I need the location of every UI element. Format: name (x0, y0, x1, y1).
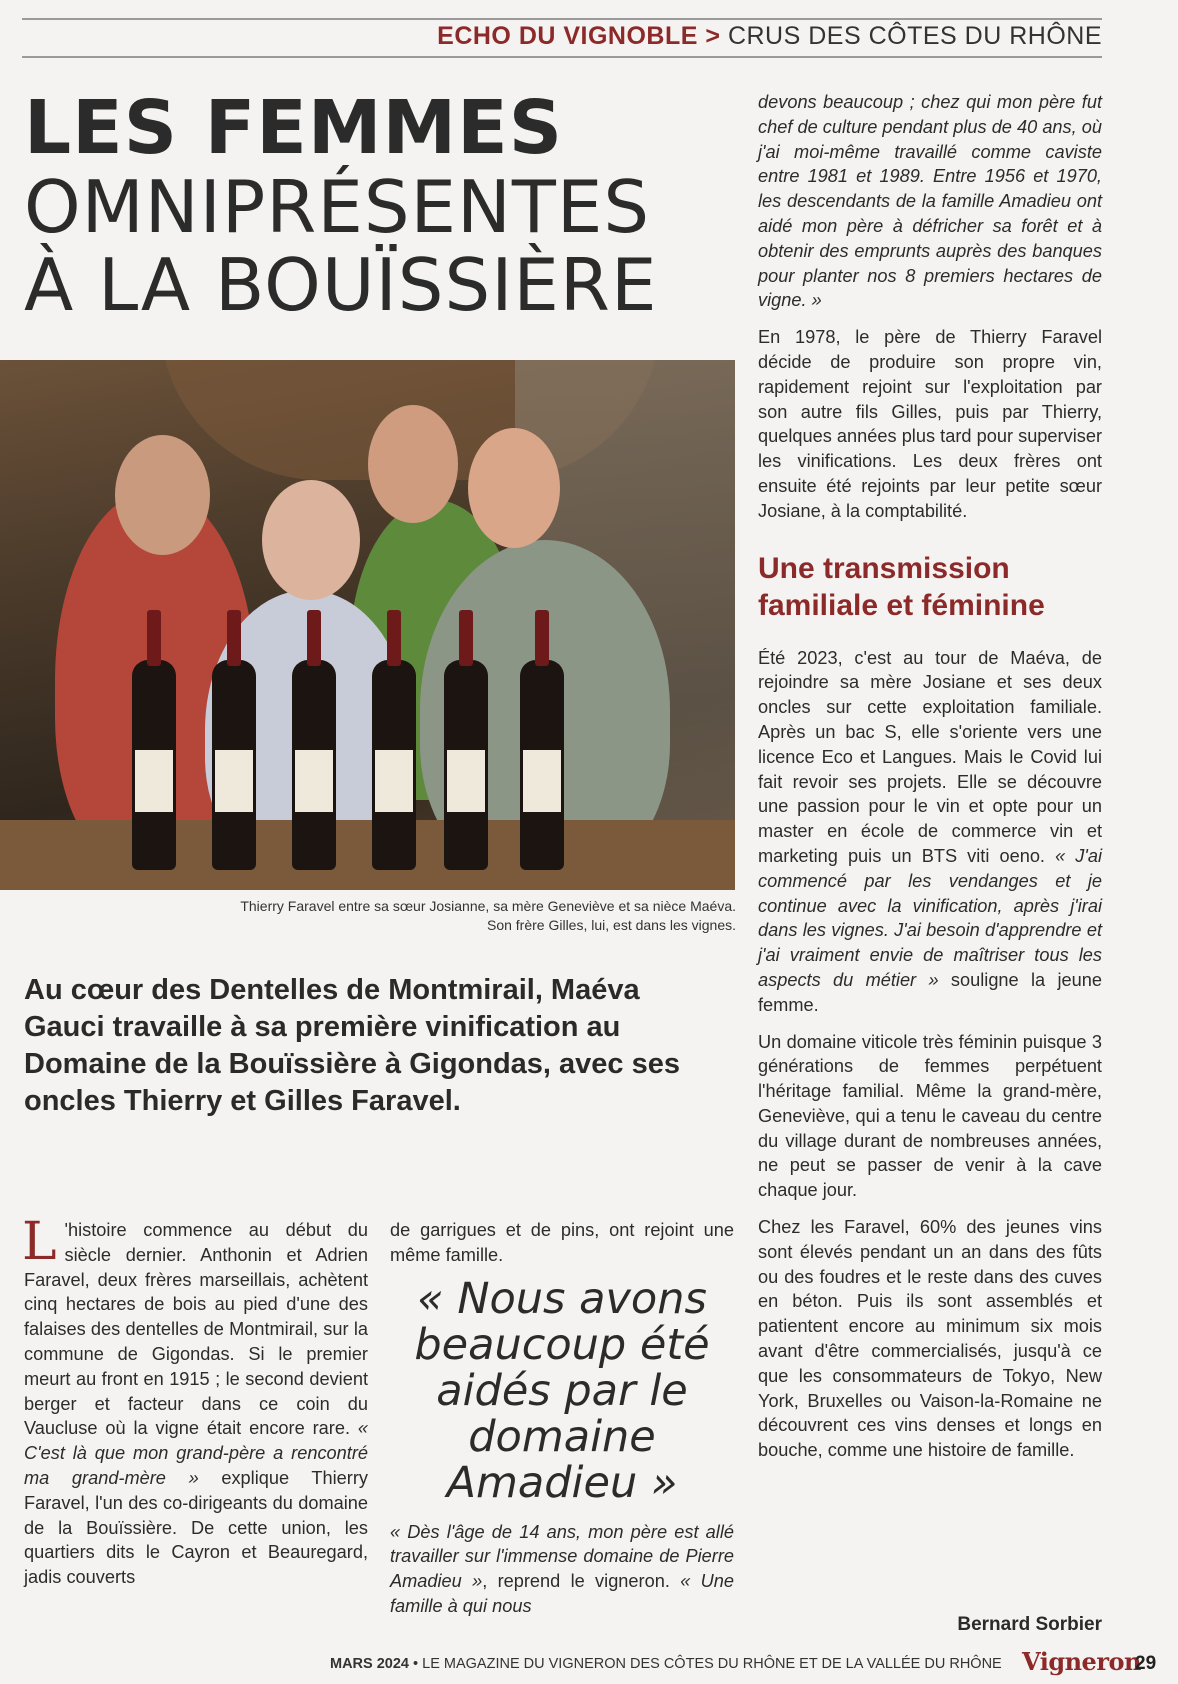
page-footer (330, 1656, 1002, 1672)
wine-bottle (292, 660, 336, 870)
quote-text: « Dès l'âge de 14 ans, mon père est allé travailler sur l'immense domaine de Pierre Amadieu » (390, 1521, 734, 1592)
author-signature: Bernard Sorbier (957, 1614, 1102, 1635)
article-title (24, 85, 744, 327)
title-line-3: À LA BOUÏSSIÈRE (24, 243, 658, 327)
quote-continuation: devons beaucoup ; chez qui mon père fut chef de culture pendant plus de 40 ans, où j'ai moi-même travaillé comme caviste entre 1981 et 1989. Entre 1956 et 1970, les descendants de la famille Amadieu ont aidé mon père à défricher sa forêt et à obtenir des emprunts auprès des banques pour planter nos 8 premiers hectares de vigne. » (758, 92, 1102, 311)
body-text: , reprend le vigneron. (482, 1571, 681, 1592)
body-text: 'histoire commence au début du siècle dernier. Anthonin et Adrien Faravel, deux frères marseillais, achètent cinq hectares de bois au pied d'une des falaises des dentelles de Montmirail, sur la commune de Gigondas. Si le premier meurt au front en 1915 ; le second devient berger et facteur dans ce coin du Vaucluse où la vigne était encore rare. (24, 1220, 368, 1439)
pull-quote: « Nous avons beaucoup été aidés par le domaine Amadieu » (414, 1273, 710, 1508)
magazine-logo: Vigneron (1022, 1647, 1141, 1676)
photo-table (0, 820, 735, 890)
body-text: explique Thierry Faravel, l'un des co-dirigeants du domaine de la Bouïssière. De cette union, les quartiers dits le Cayron et Beauregard, jadis couverts (24, 1467, 368, 1588)
wine-bottle (520, 660, 564, 870)
subsection-name: CRUS DES CÔTES DU RHÔNE (727, 22, 1102, 50)
body-column-3 (758, 90, 1102, 1463)
title-line-1: LES FEMMES (24, 85, 563, 171)
body-paragraph: En 1978, le père de Thierry Faravel décide de produire son propre vin, rapidement rejoint sur l'exploitation par son autre fils Gilles, puis par Thierry, quelques années plus tard pour superviser les vinifications. Les deux frères ont ensuite été rejoints par leur petite sœur Josiane, à la comptabilité. (758, 327, 1102, 521)
body-column-1 (22, 1212, 368, 1590)
footer-bullet: • (408, 1656, 423, 1672)
body-paragraph: Chez les Faravel, 60% des jeunes vins sont élevés pendant un an dans des fûts ou des foudres et le reste dans des cuves en béton. Puis ils sont assemblés et patientent encore au minimum six mois avant d'être commercialisés, jusqu'à ce que les consommateurs de Tokyo, New York, Bruxelles ou Vaison-la-Romaine ne découvrent ces vins denses et longs en bouche, comme une histoire de famille. (758, 1217, 1102, 1461)
header-top-rule (22, 18, 1102, 20)
person-maeva-head (468, 428, 560, 548)
quote-text: « C'est là que mon grand-père a rencontré ma grand-mère » (24, 1418, 368, 1488)
quote-text: « J'ai commencé par les vendanges et je continue avec la vinification, après j'irai dans les vignes. J'ai besoin d'apprendre et j'ai vraiment envie de maîtriser tous les aspects du métier » (758, 845, 1102, 990)
wine-bottle (212, 660, 256, 870)
person-genevieve-head (262, 480, 360, 600)
quote-text: « Une famille à qui nous (390, 1571, 734, 1616)
article-photo (0, 360, 735, 890)
body-text: souligne la jeune femme. (758, 969, 1102, 1015)
section-name: ECHO DU VIGNOBLE (437, 22, 698, 50)
issue-date: MARS 2024 (330, 1656, 409, 1672)
wine-bottle (372, 660, 416, 870)
body-paragraph: Un domaine viticole très féminin puisque 3 générations de femmes perpétuent l'héritage familial. Même la grand-mère, Geneviève, qui a tenu le caveau du centre du village durant de nombreuses années, ne peut se passer de venir à la cave chaque jour. (758, 1031, 1102, 1201)
subheading: Une transmission familiale et féminine (758, 551, 1045, 622)
body-text: Été 2023, c'est au tour de Maéva, de rejoindre sa mère Josiane et ses deux oncles sur cette exploitation familiale. Après un bac S, elle s'oriente vers une licence Eco et Langues. Mais le Covid lui fait revoir ses projets. Elle se découvre une passion pour le vin et opte pour un master en école de commerce vin et marketing puis un BTS viti oeno. (758, 647, 1102, 866)
drop-cap: L (22, 1212, 57, 1272)
article-lede: Au cœur des Dentelles de Montmirail, Maéva Gauci travaille à sa première vinification au Domaine de la Bouïssière à Gigondas, avec ses oncles Thierry et Gilles Faravel. (24, 974, 680, 1117)
header-bottom-rule (22, 56, 1102, 58)
body-text: de garrigues et de pins, ont rejoint une même famille. (390, 1220, 734, 1265)
magazine-name: LE MAGAZINE DU VIGNERON DES CÔTES DU RHÔNE ET DE LA VALLÉE DU RHÔNE (422, 1656, 1002, 1672)
wine-bottle (444, 660, 488, 870)
page-number: 29 (1135, 1653, 1157, 1674)
title-line-2: OMNIPRÉSENTES (24, 165, 651, 249)
caption-line-2: Son frère Gilles, lui, est dans les vignes. (486, 917, 736, 933)
person-thierry-head (368, 405, 458, 523)
section-separator: > (705, 22, 721, 50)
wine-bottle (132, 660, 176, 870)
person-josianne-head (115, 435, 210, 555)
photo-caption (36, 897, 736, 935)
caption-line-1: Thierry Faravel entre sa sœur Josianne, sa mère Geneviève et sa nièce Maéva. (240, 898, 736, 914)
body-column-2 (390, 1218, 734, 1619)
section-header (437, 22, 1102, 51)
